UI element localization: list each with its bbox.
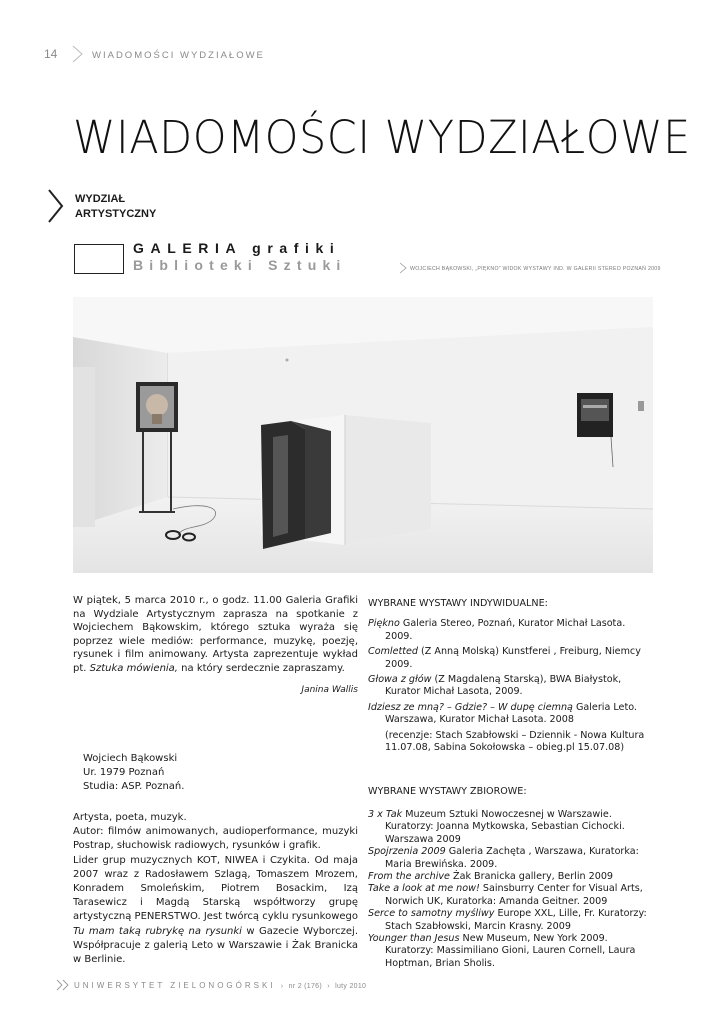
- group-exhibition-entry: [368, 908, 653, 933]
- chevron-right-icon: ›: [280, 983, 284, 990]
- exhibition-entry: [368, 646, 653, 671]
- group-heading: WYBRANE WYSTAWY ZBIOROWE:: [368, 786, 527, 798]
- gallery-heading: [133, 240, 347, 274]
- exhibition-details: Galeria Zachęta , Warszawa, Kuratorka: Maria Brewińska. 2009.: [385, 846, 639, 870]
- chevron-right-icon: [46, 188, 66, 224]
- intro-text-1: W piątek, 5 marca 2010 r., o godz. 11.00 Galeria Grafiki na Wydziale Artystycznym zaprasza na spotkanie z Wojciechem Bąkowskim, którego sztuka wyraża się poprzez wiele mediów: performance, muzykę, poezję, rysunek i film animowany. Artysta zaprezentuje wykład pt.: [73, 595, 358, 674]
- exhibition-title: Głowa z głów: [368, 674, 432, 686]
- photo-caption: WOJCIECH BĄKOWSKI, „PIĘKNO” WIDOK WYSTAWY IND. W GALERII STEREO POZNAŃ 2009: [410, 266, 661, 272]
- exhibition-entry: [368, 702, 653, 727]
- group-exhibition-entry: [368, 883, 653, 908]
- bio-p1: Artysta, poeta, muzyk.: [73, 812, 187, 823]
- gallery-line1: GALERIA grafiki: [133, 240, 341, 256]
- exhibition-details: Muzeum Sztuki Nowoczesnej w Warszawie. Kuratorzy: Joanna Mytkowska, Sebastian Cichocki. Warszawa 2009: [385, 808, 625, 845]
- exhibition-title: Comletted: [368, 646, 418, 658]
- exhibition-details: Żak Branicka gallery, Berlin 2009: [449, 870, 614, 882]
- bio-p3-italic: Tu mam taką rubrykę na rysunki: [73, 925, 242, 937]
- double-chevron-icon: [56, 979, 72, 991]
- exhibition-title: Take a look at me now!: [368, 883, 480, 895]
- exhibition-details: (Z Magdaleną Starską), BWA Białystok, Kurator Michał Lasota, 2009.: [385, 674, 622, 698]
- artist-bio-text: [73, 811, 358, 967]
- department-line1: WYDZIAŁ: [75, 193, 126, 205]
- page-title: WIADOMOŚCI WYDZIAŁOWE: [73, 112, 691, 165]
- chevron-right-icon: [70, 45, 86, 63]
- group-exhibition-entry: [368, 846, 653, 871]
- exhibition-details: New Museum, New York 2009. Kuratorzy: Massimiliano Gioni, Lauren Cornell, Laura Hoptman, Brian Sholis.: [385, 932, 636, 969]
- exhibition-details: (Z Anną Molską) Kunstferei , Freiburg, Niemcy 2009.: [385, 646, 641, 670]
- exhibition-details: Galeria Leto. Warszawa, Kurator Michał Lasota. 2008: [385, 701, 637, 726]
- group-exhibition-entry: [368, 809, 653, 846]
- exhibition-details: Galeria Stereo, Poznań, Kurator Michał Lasota. 2009.: [385, 618, 626, 642]
- footer-date: luty 2010: [335, 983, 367, 990]
- group-exhibition-entry: [368, 871, 653, 883]
- chevron-right-icon: [398, 262, 408, 274]
- intro-paragraph: [73, 594, 358, 675]
- exhibition-details: Sainsburry Center for Visual Arts, Norwich UK, Kuratorka: Amanda Geitner. 2009: [385, 883, 643, 907]
- intro-text-2: na który serdecznie zapraszamy.: [178, 662, 345, 674]
- lecture-title: Sztuka mówienia,: [89, 662, 178, 674]
- gallery-line2: Biblioteki Sztuki: [133, 257, 347, 273]
- exhibition-photo: [73, 297, 653, 573]
- exhibition-title: Piękno: [368, 618, 400, 630]
- exhibition-title: Serce to samotny myśliwy: [368, 908, 495, 920]
- chevron-right-icon: ›: [327, 983, 330, 990]
- department-label: [75, 192, 156, 222]
- exhibition-title: Younger than Jesus: [368, 932, 460, 944]
- bio-p3-a: Lider grup muzycznych KOT, NIWEA i Czykita. Od maja 2007 wraz z Radosławem Szlagą, Tomaszem Mrozem, Konradem Smoleńskim, Piotrem Bosackim, Izą Tarasewicz i Magdą Starską współtworzy grupę artystyczną PENERSTWO. Jest twórcą cyklu rysunkowego: [73, 854, 358, 923]
- exhibition-details: Europe XXL, Lille, Fr. Kuratorzy: Stach Szabłowski, Marcin Krasny. 2009: [385, 908, 647, 932]
- individual-heading: WYBRANE WYSTAWY INDYWIDUALNE:: [368, 598, 548, 609]
- bio-born: Ur. 1979 Poznań: [83, 767, 165, 779]
- gallery-logo-box: [74, 244, 124, 274]
- exhibition-entry: [368, 618, 653, 643]
- bio-p3-b: w Gazecie Wyborczej. Współpracuje z galerią Leto w Warszawie i Żak Branicka w Berlinie.: [73, 925, 359, 966]
- department-line2: ARTYSTYCZNY: [75, 208, 157, 220]
- footer: [74, 981, 366, 990]
- footer-university: UNIWERSYTET ZIELONOGÓRSKI: [74, 981, 276, 990]
- bio-studies: Studia: ASP. Poznań.: [83, 781, 185, 793]
- artist-bio-header: [83, 752, 353, 795]
- bio-name: Wojciech Bąkowski: [83, 753, 178, 764]
- footer-issue: nr 2 (176): [288, 983, 323, 990]
- exhibition-title: From the archive: [368, 870, 450, 882]
- exhibitions-column: [368, 598, 653, 970]
- exhibition-entry: [368, 674, 653, 699]
- group-exhibition-entry: [368, 933, 653, 970]
- exhibition-reviews: (recenzje: Stach Szabłowski – Dziennik - Nowa Kultura 11.07.08, Sabina Sokołowska – obieg.pl 15.07.08): [385, 729, 645, 754]
- bio-p2: Autor: filmów animowanych, audioperformance, muzyki Postrap, słuchowisk radiowych, rysunków i grafik.: [73, 826, 358, 852]
- running-header: WIADOMOŚCI WYDZIAŁOWE: [92, 50, 265, 61]
- exhibition-title: Spojrzenia 2009: [368, 846, 446, 858]
- exhibition-title: 3 x Tak: [368, 808, 403, 820]
- bio-p3: [73, 854, 358, 968]
- page-number: 14: [44, 47, 58, 61]
- exhibition-title: Idziesz ze mną? – Gdzie? – W dupę ciemną: [368, 701, 573, 713]
- author-signature: Janina Wallis: [301, 685, 358, 695]
